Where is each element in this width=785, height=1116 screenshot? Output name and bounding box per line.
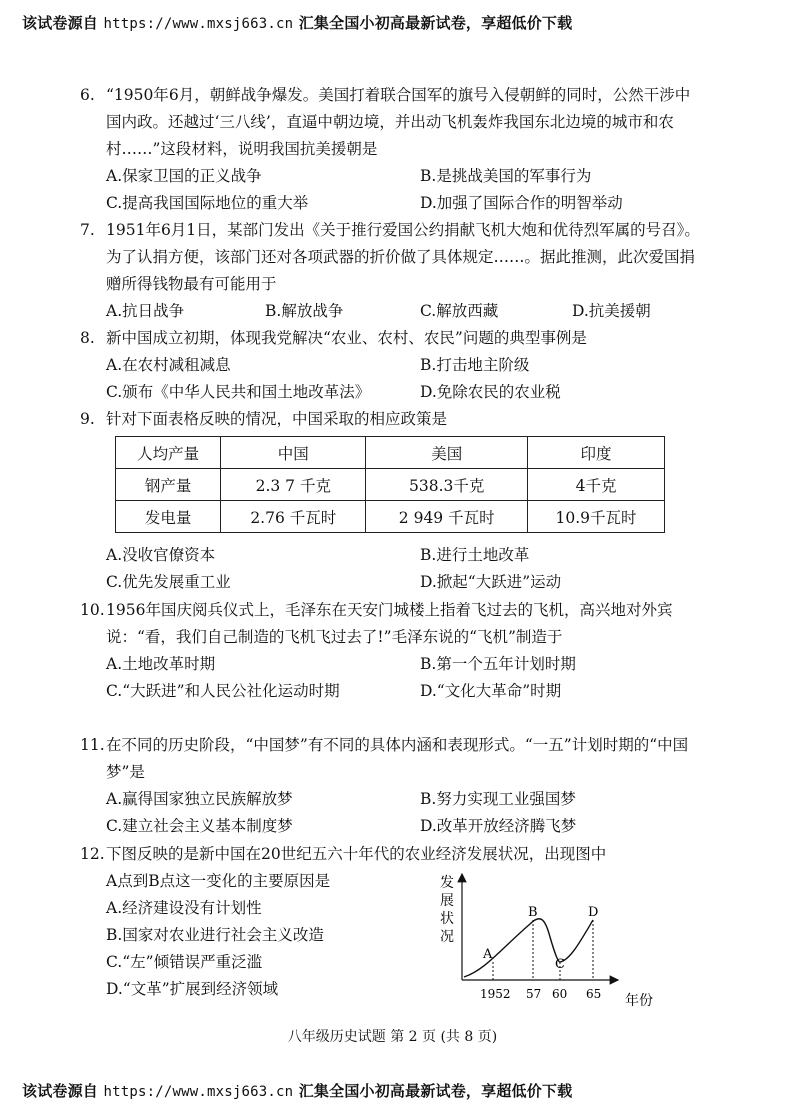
bottom-watermark-banner <box>22 1080 572 1101</box>
option-d: D.免除农民的农业税 <box>420 383 561 401</box>
option-d: D.抗美援朝 <box>572 302 651 320</box>
x-tick-label: 60 <box>552 987 568 1001</box>
option-c: C.解放西藏 <box>420 302 499 320</box>
banner-right-text: 汇集全国小初高最新试卷，享超低价下载 <box>298 14 573 32</box>
table-header-row <box>116 437 665 469</box>
options-row <box>80 786 700 813</box>
table-header-cell: 人均产量 <box>116 437 221 469</box>
question-number: 11. <box>80 736 105 754</box>
option-d: D.“文化大革命”时期 <box>420 682 562 700</box>
table-cell: 2 949 千瓦时 <box>366 501 528 533</box>
agriculture-development-figure <box>430 862 670 1007</box>
y-label-char: 展 <box>440 893 454 909</box>
question-stem: 1956年国庆阅兵仪式上，毛泽东在天安门城楼上指着飞过去的飞机，高兴地对外宾说：“看，我们自己制造的飞机飞过去了!”毛泽东说的“飞机”制造于 <box>106 601 673 646</box>
option-a: A.经济建设没有计划性 <box>106 899 262 917</box>
table-cell: 发电量 <box>116 501 221 533</box>
options-row <box>80 352 700 379</box>
options-row <box>80 651 700 678</box>
table-header-cell: 中国 <box>221 437 366 469</box>
options-row <box>80 569 700 596</box>
table-cell: 4千克 <box>528 469 665 501</box>
banner-url[interactable]: https://www.mxsj663.cn <box>103 16 294 32</box>
option-b: B.打击地主阶级 <box>420 356 530 374</box>
option-a: A.在农村减租减息 <box>106 356 231 374</box>
options-row <box>80 813 700 840</box>
question-stem: 针对下面表格反映的情况，中国采取的相应政策是 <box>106 410 448 428</box>
options-row <box>80 163 700 190</box>
question-stem: “1950年6月，朝鲜战争爆发。美国打着联合国军的旗号入侵朝鲜的同时，公然干涉中国内政。还越过‘三八线’，直逼中朝边境，并出动飞机轰炸我国东北边境的城市和农村……”这段材料，说明我国抗美援朝是 <box>106 86 691 158</box>
question-6 <box>80 82 700 217</box>
production-table <box>115 436 665 533</box>
question-stem: 1951年6月1日，某部门发出《关于推行爱国公约捐献飞机大炮和优待烈军属的号召》。为了认捐方便，该部门还对各项武器的折价做了具体规定……。据此推测，此次爱国捐赠所得钱物最有可能用于 <box>106 221 700 293</box>
option-c: C.优先发展重工业 <box>106 573 231 591</box>
x-tick-label: 57 <box>526 987 542 1001</box>
y-label-char: 发 <box>440 875 454 891</box>
option-c: C.“左”倾错误严重泛滥 <box>106 953 263 971</box>
question-10 <box>80 597 700 705</box>
banner-right-text: 汇集全国小初高最新试卷，享超低价下载 <box>298 1082 573 1100</box>
question-8 <box>80 325 700 406</box>
question-number: 7. <box>80 221 95 239</box>
table-cell: 538.3千克 <box>366 469 528 501</box>
question-number: 6. <box>80 86 95 104</box>
option-a: A.抗日战争 <box>106 302 185 320</box>
table-cell: 2.76 千瓦时 <box>221 501 366 533</box>
x-tick-label: 65 <box>586 987 602 1001</box>
question-stem-line-2: A点到B点这一变化的主要原因是 <box>106 872 331 890</box>
page-footer: 八年级历史试题 第 2 页 (共 8 页) <box>287 1029 498 1045</box>
question-stem: 在不同的历史阶段，“中国梦”有不同的具体内涵和表现形式。“一五”计划时期的“中国梦”是 <box>106 736 689 781</box>
top-watermark-banner <box>22 12 572 33</box>
question-11 <box>80 732 700 840</box>
y-label-char: 状 <box>440 911 454 927</box>
table-row <box>116 501 665 533</box>
options-row <box>80 678 700 705</box>
banner-url[interactable]: https://www.mxsj663.cn <box>103 1084 294 1100</box>
question-number: 12. <box>80 845 105 863</box>
options-row <box>80 190 700 217</box>
option-b: B.是挑战美国的军事行为 <box>420 167 592 185</box>
question-9 <box>80 406 700 433</box>
table-header-cell: 印度 <box>528 437 665 469</box>
option-a: A.赢得国家独立民族解放梦 <box>106 790 293 808</box>
option-d: D.“文革”扩展到经济领域 <box>106 980 279 998</box>
y-label-char: 况 <box>440 929 454 945</box>
option-c: C.建立社会主义基本制度梦 <box>106 817 293 835</box>
question-stem: 新中国成立初期，体现我党解决“农业、农村、农民”问题的典型事例是 <box>106 329 587 347</box>
option-a: A.没收官僚资本 <box>106 546 216 564</box>
table-cell: 10.9千瓦时 <box>528 501 665 533</box>
point-label-b: B <box>528 905 538 920</box>
option-a: A.土地改革时期 <box>106 655 216 673</box>
question-9-options <box>80 542 700 596</box>
x-tick-label: 1952 <box>480 987 511 1001</box>
option-c: C.提高我国国际地位的重大举 <box>106 194 309 212</box>
option-b: B.进行土地改革 <box>420 546 530 564</box>
option-d: D.改革开放经济腾飞梦 <box>420 817 577 835</box>
banner-left-text: 该试卷源自 <box>22 14 99 32</box>
point-label-c: C <box>555 957 565 972</box>
option-b: B.第一个五年计划时期 <box>420 655 576 673</box>
options-row <box>80 379 700 406</box>
option-c: C.“大跃进”和人民公社化运动时期 <box>106 682 340 700</box>
banner-left-text: 该试卷源自 <box>22 1082 99 1100</box>
option-a: A.保家卫国的正义战争 <box>106 167 262 185</box>
y-axis-label <box>440 875 454 945</box>
option-b: B.国家对农业进行社会主义改造 <box>106 926 324 944</box>
question-number: 10. <box>80 601 105 619</box>
question-number: 9. <box>80 410 95 428</box>
table-cell: 钢产量 <box>116 469 221 501</box>
table-cell: 2.3 7 千克 <box>221 469 366 501</box>
option-d: D.掀起“大跃进”运动 <box>420 573 562 591</box>
point-label-d: D <box>588 905 599 920</box>
option-d: D.加强了国际合作的明智举动 <box>420 194 623 212</box>
options-row <box>80 542 700 569</box>
table-header-cell: 美国 <box>366 437 528 469</box>
options-row <box>80 298 700 325</box>
question-stem-line-1: 下图反映的是新中国在20世纪五六十年代的农业经济发展状况，出现图中 <box>106 845 607 863</box>
option-b: B.努力实现工业强国梦 <box>420 790 576 808</box>
option-b: B.解放战争 <box>265 302 344 320</box>
option-c: C.颁布《中华人民共和国土地改革法》 <box>106 383 371 401</box>
x-axis-label: 年份 <box>625 993 653 1007</box>
table-row <box>116 469 665 501</box>
point-label-a: A <box>483 947 493 962</box>
question-number: 8. <box>80 329 95 347</box>
question-7 <box>80 217 700 325</box>
